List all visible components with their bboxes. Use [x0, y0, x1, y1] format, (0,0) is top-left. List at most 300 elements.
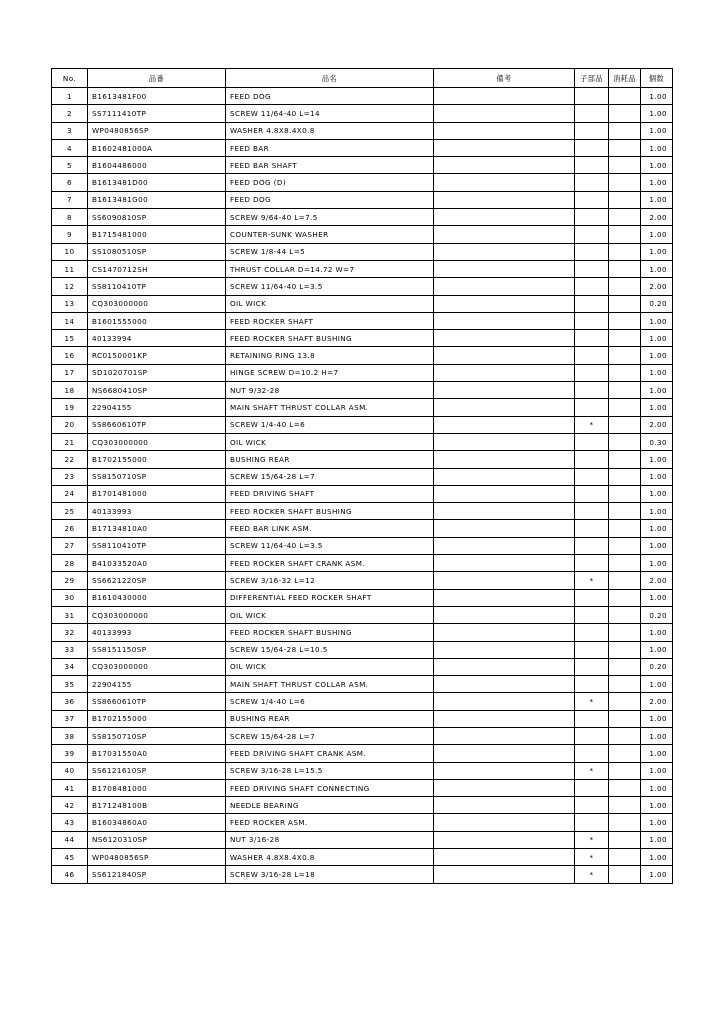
part-name-cell: SCREW 15/64-28 L=7	[226, 468, 434, 485]
remarks-cell	[434, 624, 575, 641]
part-name-cell: SCREW 9/64-40 L=7.5	[226, 209, 434, 226]
table-row	[52, 139, 673, 156]
row-number: 31	[52, 606, 88, 623]
quantity-cell: 1.00	[641, 347, 673, 364]
remarks-cell	[434, 468, 575, 485]
table-row	[52, 347, 673, 364]
sub-part-mark-cell	[575, 658, 609, 675]
remarks-cell	[434, 157, 575, 174]
row-number: 4	[52, 139, 88, 156]
row-number: 20	[52, 416, 88, 433]
sub-part-mark-cell	[575, 295, 609, 312]
part-number-cell: SS6121840SP	[88, 866, 226, 883]
consumable-mark-cell	[609, 278, 641, 295]
table-row	[52, 779, 673, 796]
part-name-cell: FEED DRIVING SHAFT	[226, 485, 434, 502]
consumable-mark-cell	[609, 226, 641, 243]
row-number: 40	[52, 762, 88, 779]
row-number: 46	[52, 866, 88, 883]
part-number-cell: NS6120310SP	[88, 831, 226, 848]
consumable-mark-cell	[609, 88, 641, 105]
row-number: 38	[52, 727, 88, 744]
row-number: 2	[52, 105, 88, 122]
row-number: 12	[52, 278, 88, 295]
part-number-cell: RC0150001KP	[88, 347, 226, 364]
part-name-cell: MAIN SHAFT THRUST COLLAR ASM.	[226, 399, 434, 416]
part-name-cell: MAIN SHAFT THRUST COLLAR ASM.	[226, 676, 434, 693]
row-number: 21	[52, 433, 88, 450]
header-consumable: 消耗品	[609, 69, 641, 88]
remarks-cell	[434, 433, 575, 450]
header-sub-part: 子部品	[575, 69, 609, 88]
quantity-cell: 1.00	[641, 624, 673, 641]
sub-part-mark-cell	[575, 606, 609, 623]
row-number: 37	[52, 710, 88, 727]
sub-part-mark-cell	[575, 399, 609, 416]
remarks-cell	[434, 606, 575, 623]
part-number-cell: B171248100B	[88, 797, 226, 814]
quantity-cell: 2.00	[641, 209, 673, 226]
part-number-cell: B1601555000	[88, 312, 226, 329]
part-name-cell: SCREW 11/64-40 L=3.5	[226, 278, 434, 295]
part-name-cell: SCREW 11/64-40 L=14	[226, 105, 434, 122]
sub-part-mark-cell: *	[575, 762, 609, 779]
consumable-mark-cell	[609, 849, 641, 866]
quantity-cell: 1.00	[641, 537, 673, 554]
part-number-cell: CQ303000000	[88, 606, 226, 623]
part-number-cell: SS6090810SP	[88, 209, 226, 226]
part-number-cell: B1604486000	[88, 157, 226, 174]
part-number-cell: SS6621220SP	[88, 572, 226, 589]
part-name-cell: SCREW 15/64-28 L=10.5	[226, 641, 434, 658]
consumable-mark-cell	[609, 122, 641, 139]
header-remarks: 備考	[434, 69, 575, 88]
part-number-cell: SS8150710SP	[88, 468, 226, 485]
table-row	[52, 606, 673, 623]
consumable-mark-cell	[609, 831, 641, 848]
remarks-cell	[434, 260, 575, 277]
quantity-cell: 1.00	[641, 641, 673, 658]
sub-part-mark-cell: *	[575, 693, 609, 710]
part-number-cell: B1715481000	[88, 226, 226, 243]
consumable-mark-cell	[609, 624, 641, 641]
consumable-mark-cell	[609, 312, 641, 329]
sub-part-mark-cell	[575, 157, 609, 174]
part-name-cell: FEED DOG	[226, 191, 434, 208]
part-name-cell: FEED DRIVING SHAFT CRANK ASM.	[226, 745, 434, 762]
row-number: 39	[52, 745, 88, 762]
part-number-cell: B1702155000	[88, 451, 226, 468]
remarks-cell	[434, 191, 575, 208]
part-number-cell: SS6121610SP	[88, 762, 226, 779]
part-number-cell: CS1470712SH	[88, 260, 226, 277]
part-number-cell: B1610430000	[88, 589, 226, 606]
sub-part-mark-cell	[575, 330, 609, 347]
row-number: 9	[52, 226, 88, 243]
table-row	[52, 797, 673, 814]
remarks-cell	[434, 849, 575, 866]
table-row	[52, 157, 673, 174]
table-row	[52, 399, 673, 416]
quantity-cell: 1.00	[641, 364, 673, 381]
row-number: 23	[52, 468, 88, 485]
part-name-cell: NEEDLE BEARING	[226, 797, 434, 814]
remarks-cell	[434, 312, 575, 329]
sub-part-mark-cell	[575, 382, 609, 399]
consumable-mark-cell	[609, 606, 641, 623]
table-row	[52, 485, 673, 502]
quantity-cell: 1.00	[641, 831, 673, 848]
remarks-cell	[434, 676, 575, 693]
part-number-cell: WP0480856SP	[88, 122, 226, 139]
table-row	[52, 105, 673, 122]
consumable-mark-cell	[609, 797, 641, 814]
table-row	[52, 745, 673, 762]
remarks-cell	[434, 831, 575, 848]
remarks-cell	[434, 416, 575, 433]
consumable-mark-cell	[609, 814, 641, 831]
consumable-mark-cell	[609, 209, 641, 226]
remarks-cell	[434, 451, 575, 468]
quantity-cell: 1.00	[641, 330, 673, 347]
row-number: 11	[52, 260, 88, 277]
part-name-cell: FEED DOG	[226, 88, 434, 105]
part-name-cell: FEED ROCKER SHAFT BUSHING	[226, 503, 434, 520]
row-number: 7	[52, 191, 88, 208]
consumable-mark-cell	[609, 693, 641, 710]
table-row	[52, 849, 673, 866]
consumable-mark-cell	[609, 589, 641, 606]
sub-part-mark-cell	[575, 243, 609, 260]
part-number-cell: 40133993	[88, 503, 226, 520]
quantity-cell: 1.00	[641, 122, 673, 139]
quantity-cell: 1.00	[641, 243, 673, 260]
part-name-cell: SCREW 1/8-44 L=5	[226, 243, 434, 260]
part-number-cell: B17134810A0	[88, 520, 226, 537]
part-name-cell: OIL WICK	[226, 606, 434, 623]
row-number: 1	[52, 88, 88, 105]
quantity-cell: 1.00	[641, 727, 673, 744]
sub-part-mark-cell	[575, 122, 609, 139]
part-number-cell: SS8150710SP	[88, 727, 226, 744]
quantity-cell: 1.00	[641, 849, 673, 866]
remarks-cell	[434, 122, 575, 139]
consumable-mark-cell	[609, 243, 641, 260]
sub-part-mark-cell: *	[575, 572, 609, 589]
quantity-cell: 0.30	[641, 433, 673, 450]
remarks-cell	[434, 88, 575, 105]
consumable-mark-cell	[609, 139, 641, 156]
remarks-cell	[434, 382, 575, 399]
part-name-cell: SCREW 3/16-28 L=18	[226, 866, 434, 883]
part-number-cell: B1613481F00	[88, 88, 226, 105]
row-number: 6	[52, 174, 88, 191]
remarks-cell	[434, 485, 575, 502]
part-name-cell: FEED ROCKER SHAFT CRANK ASM.	[226, 555, 434, 572]
quantity-cell: 1.00	[641, 399, 673, 416]
remarks-cell	[434, 797, 575, 814]
consumable-mark-cell	[609, 555, 641, 572]
remarks-cell	[434, 762, 575, 779]
part-name-cell: RETAINING RING 13.8	[226, 347, 434, 364]
sub-part-mark-cell	[575, 191, 609, 208]
table-row	[52, 226, 673, 243]
remarks-cell	[434, 866, 575, 883]
remarks-cell	[434, 779, 575, 796]
sub-part-mark-cell	[575, 347, 609, 364]
part-name-cell: SCREW 15/64-28 L=7	[226, 727, 434, 744]
quantity-cell: 2.00	[641, 278, 673, 295]
part-name-cell: FEED BAR LINK ASM.	[226, 520, 434, 537]
part-number-cell: 22904155	[88, 399, 226, 416]
row-number: 43	[52, 814, 88, 831]
row-number: 16	[52, 347, 88, 364]
table-row	[52, 503, 673, 520]
table-row	[52, 433, 673, 450]
quantity-cell: 1.00	[641, 191, 673, 208]
part-name-cell: WASHER 4.8X8.4X0.8	[226, 122, 434, 139]
sub-part-mark-cell	[575, 814, 609, 831]
remarks-cell	[434, 658, 575, 675]
quantity-cell: 1.00	[641, 105, 673, 122]
sub-part-mark-cell	[575, 433, 609, 450]
quantity-cell: 0.20	[641, 658, 673, 675]
part-number-cell: SS8151150SP	[88, 641, 226, 658]
table-row	[52, 866, 673, 883]
part-number-cell: SS8660610TP	[88, 416, 226, 433]
consumable-mark-cell	[609, 399, 641, 416]
sub-part-mark-cell	[575, 209, 609, 226]
row-number: 10	[52, 243, 88, 260]
part-number-cell: B41033520A0	[88, 555, 226, 572]
table-row	[52, 831, 673, 848]
consumable-mark-cell	[609, 658, 641, 675]
part-number-cell: B1708481000	[88, 779, 226, 796]
part-name-cell: DIFFERENTIAL FEED ROCKER SHAFT	[226, 589, 434, 606]
sub-part-mark-cell	[575, 624, 609, 641]
row-number: 5	[52, 157, 88, 174]
sub-part-mark-cell	[575, 589, 609, 606]
remarks-cell	[434, 641, 575, 658]
table-row	[52, 589, 673, 606]
consumable-mark-cell	[609, 105, 641, 122]
consumable-mark-cell	[609, 382, 641, 399]
parts-list-table	[51, 68, 673, 884]
table-row	[52, 122, 673, 139]
consumable-mark-cell	[609, 330, 641, 347]
sub-part-mark-cell	[575, 278, 609, 295]
sub-part-mark-cell	[575, 555, 609, 572]
row-number: 41	[52, 779, 88, 796]
part-number-cell: 40133993	[88, 624, 226, 641]
table-row	[52, 641, 673, 658]
row-number: 35	[52, 676, 88, 693]
table-row	[52, 727, 673, 744]
part-name-cell: FEED DOG (D)	[226, 174, 434, 191]
sub-part-mark-cell	[575, 105, 609, 122]
table-row	[52, 330, 673, 347]
remarks-cell	[434, 693, 575, 710]
row-number: 26	[52, 520, 88, 537]
consumable-mark-cell	[609, 745, 641, 762]
sub-part-mark-cell	[575, 312, 609, 329]
sub-part-mark-cell	[575, 641, 609, 658]
sub-part-mark-cell	[575, 727, 609, 744]
table-row	[52, 295, 673, 312]
part-name-cell: SCREW 3/16-32 L=12	[226, 572, 434, 589]
quantity-cell: 0.20	[641, 606, 673, 623]
quantity-cell: 1.00	[641, 88, 673, 105]
sub-part-mark-cell: *	[575, 416, 609, 433]
sub-part-mark-cell	[575, 451, 609, 468]
part-name-cell: FEED BAR SHAFT	[226, 157, 434, 174]
sub-part-mark-cell	[575, 485, 609, 502]
consumable-mark-cell	[609, 416, 641, 433]
part-number-cell: B17031550A0	[88, 745, 226, 762]
quantity-cell: 2.00	[641, 572, 673, 589]
table-row	[52, 451, 673, 468]
part-name-cell: OIL WICK	[226, 658, 434, 675]
sub-part-mark-cell	[575, 503, 609, 520]
row-number: 34	[52, 658, 88, 675]
sub-part-mark-cell	[575, 139, 609, 156]
consumable-mark-cell	[609, 468, 641, 485]
part-name-cell: SCREW 1/4-40 L=6	[226, 416, 434, 433]
row-number: 19	[52, 399, 88, 416]
remarks-cell	[434, 364, 575, 381]
row-number: 29	[52, 572, 88, 589]
row-number: 36	[52, 693, 88, 710]
consumable-mark-cell	[609, 537, 641, 554]
consumable-mark-cell	[609, 762, 641, 779]
quantity-cell: 1.00	[641, 260, 673, 277]
part-number-cell: SS1080510SP	[88, 243, 226, 260]
quantity-cell: 2.00	[641, 693, 673, 710]
part-number-cell: SS8660610TP	[88, 693, 226, 710]
quantity-cell: 1.00	[641, 139, 673, 156]
sub-part-mark-cell	[575, 174, 609, 191]
sub-part-mark-cell	[575, 226, 609, 243]
quantity-cell: 1.00	[641, 710, 673, 727]
part-number-cell: B1602481000A	[88, 139, 226, 156]
part-name-cell: FEED BAR	[226, 139, 434, 156]
table-row	[52, 243, 673, 260]
consumable-mark-cell	[609, 520, 641, 537]
part-number-cell: B1701481000	[88, 485, 226, 502]
remarks-cell	[434, 295, 575, 312]
part-name-cell: BUSHING REAR	[226, 451, 434, 468]
header-no: No.	[52, 69, 88, 88]
quantity-cell: 1.00	[641, 676, 673, 693]
part-name-cell: NUT 9/32-28	[226, 382, 434, 399]
consumable-mark-cell	[609, 157, 641, 174]
consumable-mark-cell	[609, 347, 641, 364]
table-row	[52, 278, 673, 295]
remarks-cell	[434, 278, 575, 295]
consumable-mark-cell	[609, 191, 641, 208]
quantity-cell: 1.00	[641, 312, 673, 329]
quantity-cell: 1.00	[641, 174, 673, 191]
remarks-cell	[434, 243, 575, 260]
consumable-mark-cell	[609, 727, 641, 744]
sub-part-mark-cell	[575, 88, 609, 105]
quantity-cell: 1.00	[641, 157, 673, 174]
part-name-cell: SCREW 11/64-40 L=3.5	[226, 537, 434, 554]
quantity-cell: 1.00	[641, 485, 673, 502]
part-number-cell: SS8110410TP	[88, 278, 226, 295]
remarks-cell	[434, 727, 575, 744]
table-row	[52, 537, 673, 554]
row-number: 14	[52, 312, 88, 329]
table-row	[52, 382, 673, 399]
row-number: 18	[52, 382, 88, 399]
part-name-cell: OIL WICK	[226, 433, 434, 450]
table-row	[52, 693, 673, 710]
table-row	[52, 624, 673, 641]
consumable-mark-cell	[609, 641, 641, 658]
row-number: 15	[52, 330, 88, 347]
table-row	[52, 814, 673, 831]
row-number: 17	[52, 364, 88, 381]
table-row	[52, 174, 673, 191]
row-number: 32	[52, 624, 88, 641]
row-number: 44	[52, 831, 88, 848]
row-number: 30	[52, 589, 88, 606]
table-row	[52, 710, 673, 727]
table-row	[52, 191, 673, 208]
quantity-cell: 1.00	[641, 779, 673, 796]
row-number: 28	[52, 555, 88, 572]
remarks-cell	[434, 105, 575, 122]
table-row	[52, 572, 673, 589]
row-number: 25	[52, 503, 88, 520]
row-number: 13	[52, 295, 88, 312]
part-name-cell: FEED ROCKER SHAFT BUSHING	[226, 330, 434, 347]
part-number-cell: 40133994	[88, 330, 226, 347]
row-number: 22	[52, 451, 88, 468]
remarks-cell	[434, 330, 575, 347]
part-number-cell: NS6680410SP	[88, 382, 226, 399]
sub-part-mark-cell	[575, 710, 609, 727]
quantity-cell: 1.00	[641, 745, 673, 762]
part-name-cell: NUT 3/16-28	[226, 831, 434, 848]
quantity-cell: 1.00	[641, 382, 673, 399]
remarks-cell	[434, 589, 575, 606]
row-number: 33	[52, 641, 88, 658]
consumable-mark-cell	[609, 779, 641, 796]
sub-part-mark-cell	[575, 260, 609, 277]
remarks-cell	[434, 710, 575, 727]
table-row	[52, 520, 673, 537]
sub-part-mark-cell	[575, 797, 609, 814]
table-row	[52, 88, 673, 105]
quantity-cell: 1.00	[641, 226, 673, 243]
part-number-cell: B16034860A0	[88, 814, 226, 831]
part-number-cell: B1702155000	[88, 710, 226, 727]
consumable-mark-cell	[609, 451, 641, 468]
consumable-mark-cell	[609, 866, 641, 883]
consumable-mark-cell	[609, 433, 641, 450]
consumable-mark-cell	[609, 295, 641, 312]
consumable-mark-cell	[609, 572, 641, 589]
quantity-cell: 1.00	[641, 520, 673, 537]
sub-part-mark-cell	[575, 468, 609, 485]
part-number-cell: B1613481G00	[88, 191, 226, 208]
part-name-cell: BUSHING REAR	[226, 710, 434, 727]
table-row	[52, 364, 673, 381]
part-number-cell: B1613481D00	[88, 174, 226, 191]
sub-part-mark-cell	[575, 364, 609, 381]
